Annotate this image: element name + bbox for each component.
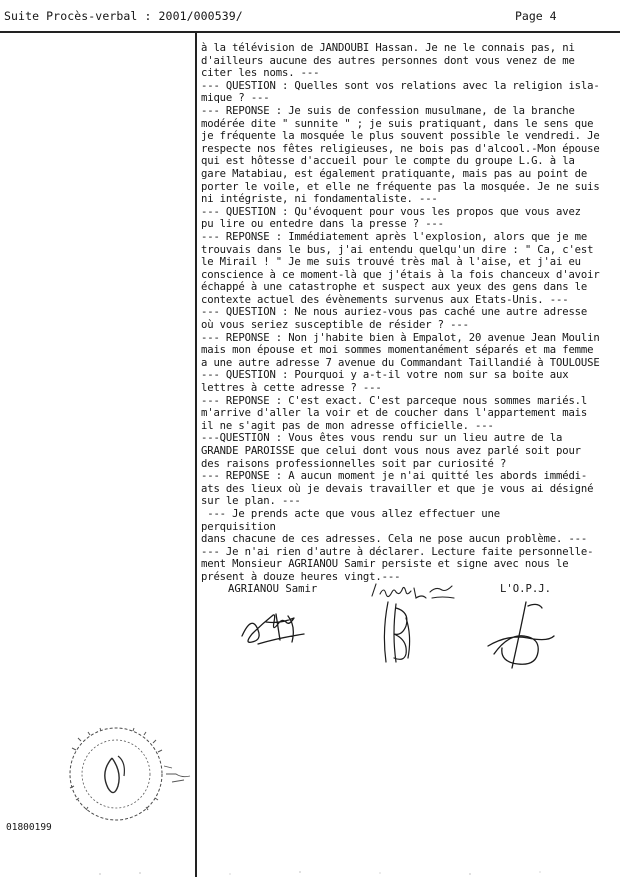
statement-line: a une autre adresse 7 avenue du Commandant Taillandié à TOULOUSE bbox=[201, 356, 600, 369]
statement-line: --- REPONSE : Immédiatement après l'explosion, alors que je me bbox=[201, 230, 588, 243]
signature-middle bbox=[376, 598, 422, 668]
statement-line: échappé à une catastrophe et suspect aux yeux des gens dans le bbox=[201, 281, 588, 294]
statement-line: GRANDE PAROISSE que celui dont vous nous avez parlé soit pour bbox=[201, 445, 581, 457]
statement-line: citer les noms. --- bbox=[201, 67, 320, 80]
statement-line: présent à douze heures vingt.--- bbox=[201, 570, 401, 583]
statement-line: d'ailleurs aucune des autres personnes dont vous venez de me bbox=[201, 54, 575, 67]
statement-line: ---QUESTION : Vous êtes vous rendu sur un lieu autre de la bbox=[201, 432, 563, 445]
statement-line: le Mirail ! " Je me suis trouvé très mal à l'aise, et j'ai eu bbox=[201, 256, 581, 269]
statement-line: dans chacune de ces adresses. Cela ne pose aucun problème. --- bbox=[201, 533, 588, 546]
statement-line: mique ? --- bbox=[201, 92, 270, 105]
signature-agrianou bbox=[236, 600, 316, 652]
statement-line: des raisons professionnelles soit par curiosité ? bbox=[201, 457, 507, 470]
statement-line: conscience à ce moment-là que j'étais à la fois chanceux d'avoir bbox=[201, 268, 600, 281]
statement-line: où vous seriez susceptible de résider ? --- bbox=[201, 319, 469, 332]
statement-line: --- REPONSE : C'est exact. C'est parceque nous sommes mariés.l bbox=[201, 394, 588, 407]
statement-body bbox=[201, 42, 611, 584]
official-stamp bbox=[52, 718, 202, 828]
statement-line: pu lire ou entedre dans la presse ? --- bbox=[201, 218, 444, 231]
page-header bbox=[0, 0, 620, 34]
statement-line: modérée dite " sunnite " ; je suis pratiquant, dans le sens que bbox=[201, 117, 594, 130]
statement-line: lettres à cette adresse ? --- bbox=[201, 382, 382, 395]
signature-names bbox=[0, 583, 620, 597]
statement-line: trouvais dans le bus, j'ai entendu quelqu'un dire : " Ca, c'est bbox=[201, 243, 594, 256]
statement-line: à la télévision de JANDOUBI Hassan. Je ne le connais pas, ni bbox=[201, 42, 575, 54]
statement-line: ni intégriste, ni fondamentaliste. --- bbox=[201, 193, 438, 206]
document-title: Suite Procès-verbal : 2001/000539/ bbox=[4, 9, 243, 23]
signature-officer bbox=[482, 598, 560, 674]
officer-label: L'O.P.J. bbox=[500, 583, 552, 595]
statement-line: porter le voile, et elle ne fréquente pas la mosquée. Je ne suis bbox=[201, 180, 600, 193]
page-number: Page 4 bbox=[515, 9, 557, 23]
statement-line: --- QUESTION : Pourquoi y a-t-il votre nom sur sa boite aux bbox=[201, 369, 569, 382]
scan-specks bbox=[0, 860, 620, 877]
statement-line: mais mon épouse et moi sommes momentanément séparés et ma femme bbox=[201, 344, 594, 357]
statement-line: --- REPONSE : Non j'habite bien à Empalot, 20 avenue Jean Moulin bbox=[201, 331, 600, 344]
statement-line: ment Monsieur AGRIANOU Samir persiste et signe avec nous le bbox=[201, 558, 569, 571]
statement-line: ats des lieux où je devais travailler et que je vous ai désigné bbox=[201, 482, 594, 495]
statement-line: qui est hôtesse d'accueil pour le compte du groupe L.G. à la bbox=[201, 155, 575, 168]
statement-line: --- REPONSE : Je suis de confession musulmane, de la branche bbox=[201, 104, 575, 117]
statement-line: sur le plan. --- bbox=[201, 495, 301, 508]
statement-line: gare Matabiau, est également pratiquante, mais pas au point de bbox=[201, 167, 588, 180]
statement-line: --- QUESTION : Quelles sont vos relations avec la religion isla- bbox=[201, 79, 600, 92]
statement-line: m'arrive d'aller la voir et de coucher dans l'appartement mais bbox=[201, 407, 588, 420]
statement-line: --- QUESTION : Ne nous auriez-vous pas caché une autre adresse bbox=[201, 306, 588, 319]
document-number: 01800199 bbox=[6, 822, 52, 833]
signatory-name: AGRIANOU Samir bbox=[228, 583, 318, 595]
statement-line: --- REPONSE : A aucun moment je n'ai quitté les abords immédi- bbox=[201, 470, 588, 483]
statement-line: il ne s'agit pas de mon adresse officielle. --- bbox=[201, 419, 494, 432]
statement-line: perquisition bbox=[201, 520, 276, 533]
statement-line: respecte nos fêtes religieuses, ne bois pas d'alcool.-Mon épouse bbox=[201, 142, 600, 155]
statement-line: --- Je prends acte que vous allez effectuer une bbox=[201, 507, 500, 520]
statement-line: je fréquente la mosquée le plus souvent possible le vendredi. Je bbox=[201, 130, 600, 143]
statement-line: contexte actuel des évènements survenus aux Etats-Unis. --- bbox=[201, 293, 569, 306]
statement-line: --- QUESTION : Qu'évoquent pour vous les propos que vous avez bbox=[201, 205, 581, 218]
header-rule bbox=[0, 31, 620, 33]
statement-line: --- Je n'ai rien d'autre à déclarer. Lecture faite personnelle- bbox=[201, 545, 594, 558]
